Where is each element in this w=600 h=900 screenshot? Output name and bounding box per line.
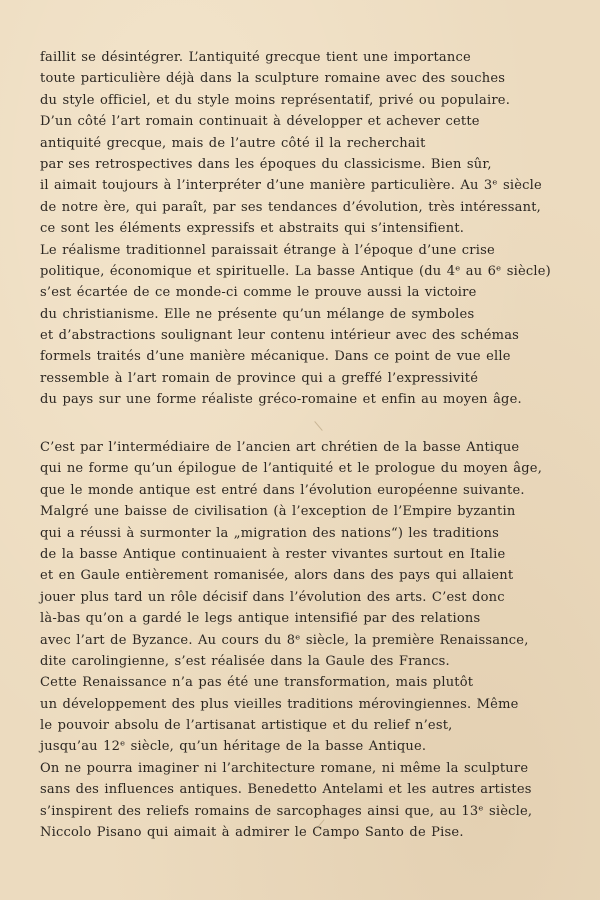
text-line: du style officiel, et du style moins représentatif, privé ou populaire. [40, 92, 511, 108]
text-line: ce sont les éléments expressifs et abstraits qui s’intensifient. [40, 221, 465, 237]
text-line: s’est écartée de ce monde-ci comme le prouve aussi la victoire [40, 285, 477, 301]
text-line: il aimait toujours à l’interpréter d’une manière particulière. Au 3ᵉ siècle [40, 178, 542, 194]
text-line: Le réalisme traditionnel paraissait étrange à l’époque d’une crise [40, 242, 495, 258]
text-line: le pouvoir absolu de l’artisanat artistique et du relief n’est, [40, 718, 453, 734]
text-line: s’inspirent des reliefs romains de sarcophages ainsi que, au 13ᵉ siècle, [40, 803, 533, 819]
text-line: Malgré une baisse de civilisation (à l’exception de l’Empire byzantin [40, 504, 516, 520]
text-line: et d’abstractions soulignant leur contenu intérieur avec des schémas [40, 328, 520, 344]
text-line: jusqu’au 12ᵉ siècle, qu’un héritage de la basse Antique. [40, 739, 427, 755]
text-line: par ses retrospectives dans les époques du classicisme. Bien sûr, [40, 156, 492, 172]
text-line: du pays sur une forme réaliste gréco-romaine et enfin au moyen âge. [40, 392, 522, 408]
text-line: que le monde antique est entré dans l’évolution européenne suivante. [40, 482, 525, 498]
text-line: On ne pourra imaginer ni l’architecture romane, ni même la sculpture [40, 760, 529, 776]
text-line: et en Gaule entièrement romanisée, alors dans des pays qui allaient [40, 568, 514, 584]
text-line: formels traités d’une manière mécanique. Dans ce point de vue elle [40, 349, 511, 365]
paragraph-2 [40, 437, 580, 843]
text-line: de la basse Antique continuaient à rester vivantes surtout en Italie [40, 546, 506, 562]
text-line: Niccolo Pisano qui aimait à admirer le Campo Santo de Pise. [40, 825, 464, 841]
text-line: antiquité grecque, mais de l’autre côté il la recherchait [40, 135, 426, 151]
paragraph-1 [40, 47, 580, 411]
text-line: là-bas qu’on a gardé le legs antique intensifié par des relations [40, 611, 481, 627]
text-line: C’est par l’intermédiaire de l’ancien art chrétien de la basse Antique [40, 440, 520, 455]
text-line: avec l’art de Byzance. Au cours du 8ᵉ siècle, la première Renaissance, [40, 632, 529, 648]
paper-mark [314, 421, 322, 431]
text-line: jouer plus tard un rôle décisif dans l’évolution des arts. C’est donc [40, 589, 505, 605]
text-line: Cette Renaissance n’a pas été une transformation, mais plutôt [40, 675, 474, 691]
text-line: sans des influences antiques. Benedetto Antelami et les autres artistes [40, 782, 532, 798]
text-line: ressemble à l’art romain de province qui a greffé l’expressivité [40, 370, 479, 386]
text-line: qui ne forme qu’un épilogue de l’antiquité et le prologue du moyen âge, [40, 461, 543, 477]
text-line: du christianisme. Elle ne présente qu’un mélange de symboles [40, 306, 475, 322]
text-line: qui a réussi à surmonter la „migration des nations“) les traditions [40, 525, 500, 541]
text-line: faillit se désintégrer. L’antiquité grecque tient une importance [40, 50, 471, 65]
text-line: dite carolingienne, s’est réalisée dans la Gaule des Francs. [40, 653, 450, 669]
text-line: toute particulière déjà dans la sculpture romaine avec des souches [40, 71, 506, 87]
text-line: un développement des plus vieilles traditions mérovingiennes. Même [40, 696, 519, 712]
text-line: politique, économique et spirituelle. La basse Antique (du 4ᵉ au 6ᵉ siècle) [40, 263, 551, 279]
text-line: D’un côté l’art romain continuait à développer et achever cette [40, 114, 480, 130]
text-line: de notre ère, qui paraît, par ses tendances d’évolution, très intéressant, [40, 199, 541, 215]
